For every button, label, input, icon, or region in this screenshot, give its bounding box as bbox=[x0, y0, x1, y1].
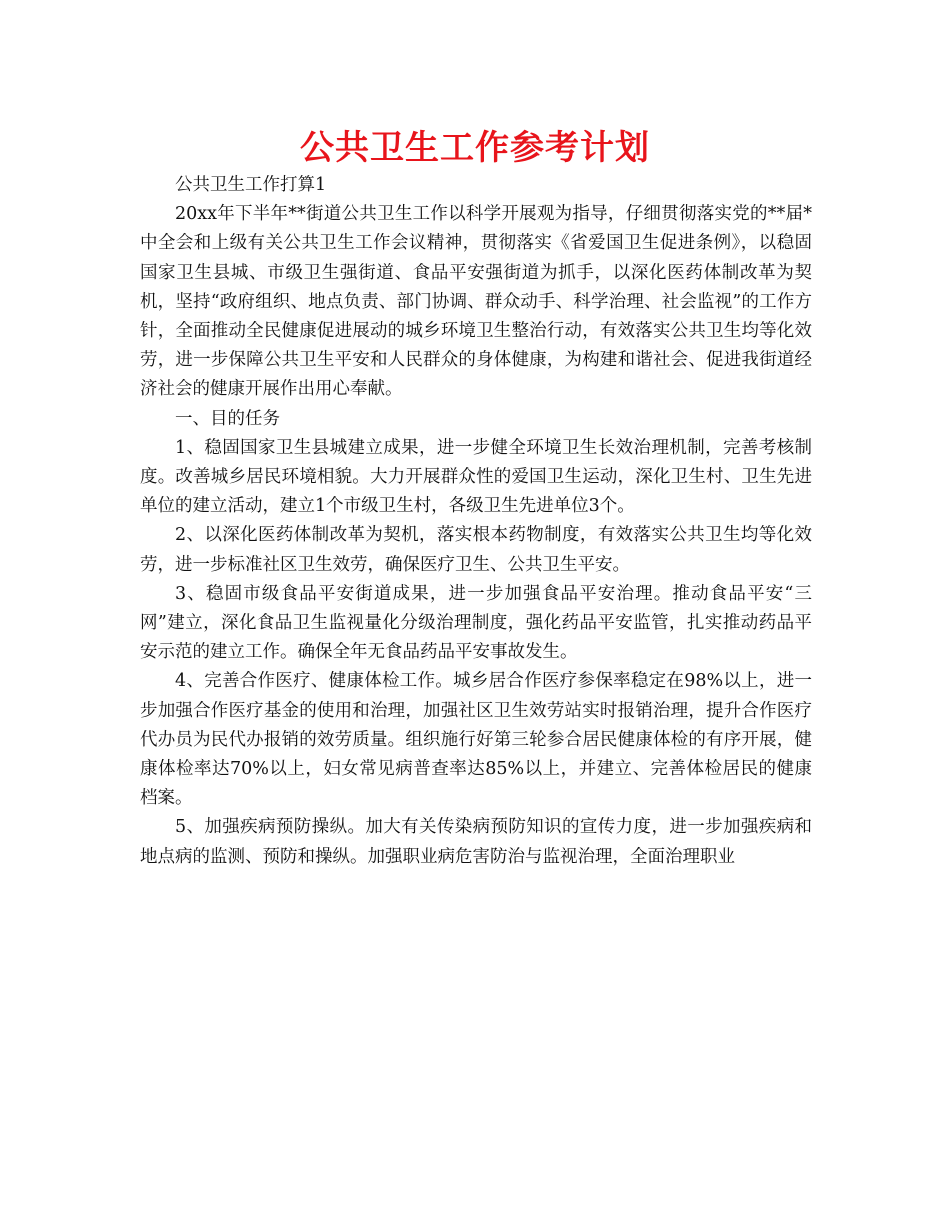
paragraph-intro: 20xx年下半年**街道公共卫生工作以科学开展观为指导，仔细贯彻落实党的**届*中全会和上级有关公共卫生工作会议精神，贯彻落实《省爱国卫生促进条例》，以稳固国家卫生县城、市级卫生强街道、食品平安强街道为抓手，以深化医药体制改革为契机，坚持“政府组织、地点负责、部门协调、群众动手、科学治理、社会监视”的工作方针，全面推动全民健康促进展动的城乡环境卫生整治行动，有效落实公共卫生均等化效劳，进一步保障公共卫生平安和人民群众的身体健康，为构建和谐社会、促进我街道经济社会的健康开展作出用心奉献。 bbox=[140, 204, 812, 400]
paragraph-item-2: 2、以深化医药体制改革为契机，落实根本药物制度，有效落实公共卫生均等化效劳，进一步标准社区卫生效劳，确保医疗卫生、公共卫生平安。 bbox=[140, 525, 812, 575]
document-title: 公共卫生工作参考计划 bbox=[300, 128, 650, 168]
document-body bbox=[140, 171, 812, 872]
section-heading-goals: 一、目的任务 bbox=[175, 408, 280, 429]
paragraph-item-5: 5、加强疾病预防操纵。加大有关传染病预防知识的宣传力度，进一步加强疾病和地点病的监测、预防和操纵。加强职业病危害防治与监视治理，全面治理职业 bbox=[140, 817, 812, 867]
paragraph-item-4: 4、完善合作医疗、健康体检工作。城乡居合作医疗参保率稳定在98%以上，进一步加强合作医疗基金的使用和治理，加强社区卫生效劳站实时报销治理，提升合作医疗代办员为民代办报销的效劳质量。组织施行好第三轮参合居民健康体检的有序开展，健康体检率达70%以上，妇女常见病普查率达85%以上，并建立、完善体检居民的健康档案。 bbox=[140, 671, 812, 809]
paragraph-item-3: 3、稳固市级食品平安街道成果，进一步加强食品平安治理。推动食品平安“三网”建立，深化食品卫生监视量化分级治理制度，强化药品平安监管，扎实推动药品平安示范的建立工作。确保全年无食品药品平安事故发生。 bbox=[140, 583, 812, 663]
paragraph-subtitle: 公共卫生工作打算1 bbox=[175, 175, 327, 195]
paragraph-item-1: 1、稳固国家卫生县城建立成果，进一步健全环境卫生长效治理机制，完善考核制度。改善城乡居民环境相貌。大力开展群众性的爱国卫生运动，深化卫生村、卫生先进单位的建立活动，建立1个市级卫生村，各级卫生先进单位3个。 bbox=[140, 437, 812, 517]
